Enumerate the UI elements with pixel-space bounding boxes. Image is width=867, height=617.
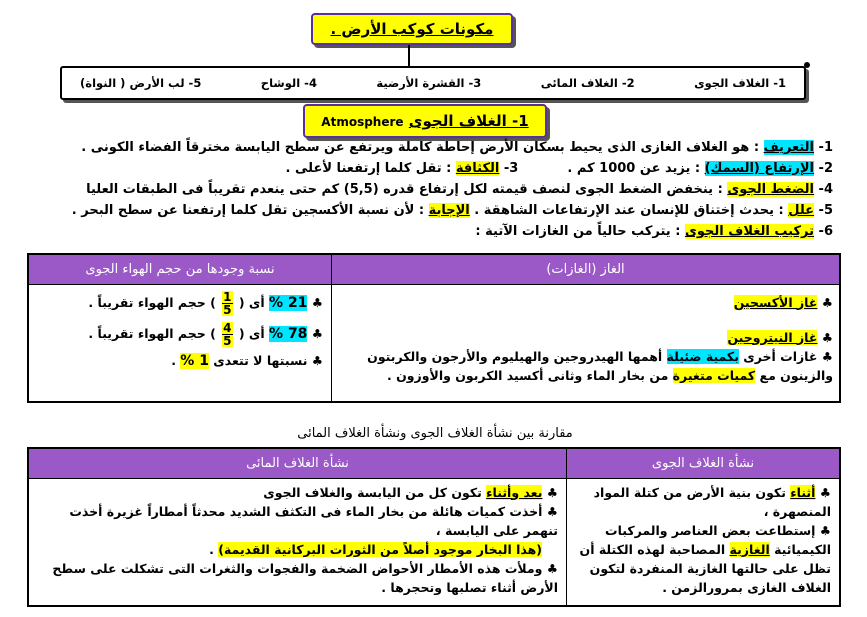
item-key: الضغط الجوى [727, 182, 815, 197]
gas-header: الغاز (الغازات) [332, 254, 841, 284]
item-key: تركيب الغلاف الجوى [684, 224, 815, 239]
connector-line [408, 45, 410, 67]
page-title: مكونات كوكب الأرض . [330, 20, 494, 38]
percentage-cell [28, 284, 332, 402]
item-key: الإجابة [428, 203, 470, 218]
hydrosphere-origin-cell: ♣ بعد وأثناء تكون كل من اليابسة والغلاف الجوى ♣ أخذت كميات هائلة من بخار الماء فى التكثف الشديد محدثاً أمطاراً غزيرة أخذت تنهمر على اليابسة ، (هذا البخار موجود أصلاً من الثورات البركانية القديمة) . ♣ وملأت هذه الأمطار الأحواض الضخمة والفجوات والثغرات التى تشكلت على سطح الأرض أثناء تصلبها وتحجرها . [28, 478, 567, 606]
item-height: 2- الإرتفاع (السمك) : يزيد عن 1000 كم . 3- الكثافة : تقل كلما إرتفعنا لأعلى . [285, 161, 833, 176]
pct-others: ♣ نسبتها لا تتعدى 1 % . [171, 352, 323, 369]
atmosphere-origin-header: نشأة الغلاف الجوى [567, 448, 841, 478]
section-title-box [303, 104, 547, 138]
item-key: الكثافة [455, 161, 500, 176]
section-title: 1- الغلاف الجوى [408, 112, 529, 130]
page-title-box [311, 13, 513, 45]
item-definition: 1- التعريف : هو الغلاف الغازى الذى يحيط بسكان الأرض إحاطة كاملة ويرتفع عن سطح اليابسة مخترقاً الفضاء الكونى . [81, 140, 833, 155]
layer-item: 4- الوشاح [260, 76, 317, 90]
gas-cell: ♣ غاز الأكسجين ♣ غاز النيتروجين ♣ غازات أخرى بكمية ضئيلة أهمها الهيدروجين والهيليوم والأرجون والكربتون والزينون مع كميات متغيرة من بخار الماء وثانى أكسيد الكربون والأوزون . [332, 284, 841, 402]
gas-others: ♣ غازات أخرى بكمية ضئيلة أهمها الهيدروجين والهيليوم والأرجون والكربتون والزينون مع كميات متغيرة من بخار الماء وثانى أكسيد الكربون والأوزون . [367, 348, 833, 383]
comparison-table [27, 447, 841, 607]
layer-item: 5- لب الأرض ( النواة) [80, 76, 202, 90]
fraction-four-fifths: $\frac{4}{5}$ [223, 320, 232, 348]
layer-item: 1- الغلاف الجوى [694, 76, 786, 90]
atmosphere-origin-cell: ♣ أثناء تكون بنية الأرض من كتلة المواد المنصهرة ، ♣ إستطاعت بعض العناصر والمركبات الكيميائية الغازية المصاحبة لهذه الكتلة أن تظل على حالتها الغازية المنفردة لتكون الغلاف الغازى بمرورالزمن . [567, 478, 841, 606]
item-reason: 5- علل : يحدث إختناق للإنسان عند الإرتفاعات الشاهقة . الإجابة : لأن نسبة الأكسجين تقل كلما إرتفعنا عن سطح البحر . [71, 203, 833, 218]
item-key: التعريف [763, 140, 815, 155]
pct-oxygen: ♣ 21 % أى ( $\frac{1}{5}$ ) حجم الهواء تقريباً . [88, 289, 323, 317]
gas-oxygen: غاز الأكسجين [733, 294, 818, 310]
gas-table [27, 253, 841, 403]
hydrosphere-origin-header: نشأة الغلاف المائى [28, 448, 567, 478]
section-title-en: Atmosphere [321, 115, 404, 129]
item-key: علل [788, 203, 815, 218]
percentage-header: نسبة وجودها من حجم الهواء الجوى [28, 254, 332, 284]
fraction-one-fifth: $\frac{1}{5}$ [223, 289, 232, 317]
layer-item: 2- الغلاف المائى [540, 76, 635, 90]
item-key: الإرتفاع (السمك) [704, 161, 815, 176]
layers-bar [60, 66, 806, 100]
item-composition: 6- تركيب الغلاف الجوى : يتركب حالياً من الغازات الآتية : [475, 224, 833, 239]
bar-dot [804, 62, 810, 68]
pct-nitrogen: ♣ 78 % أى ( $\frac{4}{5}$ ) حجم الهواء تقريباً . [88, 320, 323, 348]
item-pressure: 4- الضغط الجوى : ينخفض الضغط الجوى لنصف قيمته لكل إرتفاع قدره (5,5) كم حتى ينعدم تقريباً فى الطبقات العليا [86, 182, 833, 197]
gas-nitrogen: غاز النيتروجين [727, 329, 818, 345]
comparison-title: مقارنة بين نشأة الغلاف الجوى ونشأة الغلاف المائى [297, 426, 573, 441]
layer-item: 3- القشرة الأرضية [376, 76, 482, 90]
